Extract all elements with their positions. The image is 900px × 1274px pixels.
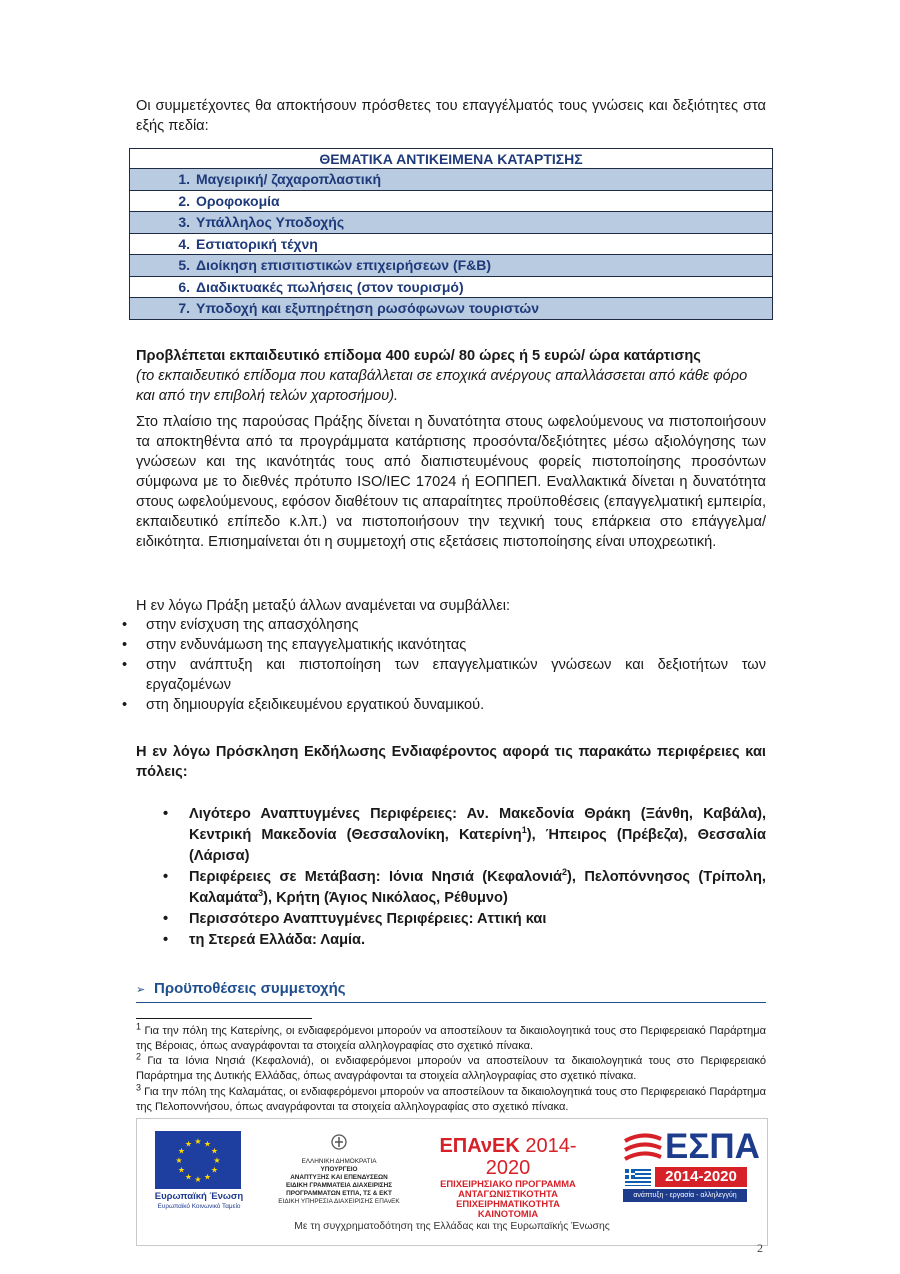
list-item: • Λιγότερο Αναπτυγμένες Περιφέρειες: Αν. Μακεδονία Θράκη (Ξάνθη, Καβάλα), Κεντρική Μακεδονία (Θεσσαλονίκη, Κατερίνη$^1$), Ήπειρος (Πρέβεζα), Θεσσαλία (Λάρισα) [163,804,766,867]
section-divider [136,1002,766,1003]
svg-text:★: ★ [203,1139,212,1149]
row-number: 3. [178,214,190,231]
footnote-ref[interactable]: 2 [562,867,568,878]
funding-banner [136,1118,768,1246]
eu-fund: Ευρωπαϊκό Κοινωνικό Ταμείο [157,1203,241,1210]
row-label: Υποδοχή και εξυπηρέτηση ρωσόφωνων τουριστών [196,300,539,317]
epanek-logo: ΕΠΑνΕΚ 2014-2020 ΕΠΙΧΕΙΡΗΣΙΑΚΟ ΠΡΟΓΡΑΜΜΑ ΑΝΤΑΓΩΝΙΣΤΙΚΟΤΗΤΑ ΕΠΙΧΕΙΡΗΜΑΤΙΚΟΤΗΤΑ ΚΑΙΝΟΤΟΜΙΑ [439,1135,577,1219]
svg-text:★: ★ [184,1139,193,1149]
row-number: 5. [178,257,190,274]
footnote: $^3$ Για την πόλη της Καλαμάτας, οι ενδιαφερόμενοι μπορούν να αποστείλουν τα δικαιολογητικά τους στο Περιφερειακό Παράρτημα της Πελοποννήσου, όπως αναγράφονται τα στοιχεία αλληλογραφίας στο σχετικό πίνακα. [136,1082,766,1113]
svg-text:★: ★ [175,1156,183,1165]
table-row [130,255,773,277]
table-row [130,298,773,320]
footnote-ref[interactable]: 3 [258,888,264,899]
row-number: 4. [178,235,190,252]
row-number: 1. [178,171,190,188]
training-topics-table [129,148,773,320]
grant-note: (το εκπαιδευτικό επίδομα που καταβάλλεται σε εποχικά ανέργους απαλλάσσεται από κάθε φόρο και από την επιβολή τελών χαρτοσήμου). [136,368,748,404]
svg-text:★: ★ [194,1175,202,1184]
greek-flag-icon [625,1169,651,1186]
list-item: • στη δημιουργία εξειδικευμένου εργατικού δυναμικού. [120,695,766,715]
page-number: 2 [757,1241,763,1255]
svg-text:★: ★ [177,1146,186,1156]
row-label: Διοίκηση επισιτιστικών επιχειρήσεων (F&B) [196,257,492,274]
espa-waves-icon [621,1133,663,1167]
table-row [130,190,773,212]
row-number: 2. [178,192,190,209]
row-label: Οροφοκομία [196,192,280,209]
list-item: • Περιφέρειες σε Μετάβαση: Ιόνια Νησιά (Κεφαλονιά$^2$), Πελοπόννησος (Τρίπολη, Καλαμάτα$^3$), Κρήτη (Άγιος Νικόλαος, Ρέθυμνο) [163,867,766,909]
regions-list [163,804,766,951]
svg-text:★: ★ [210,1165,219,1175]
row-number: 7. [178,300,190,317]
table-header: ΘΕΜΑΤΙΚΑ ΑΝΤΙΚΕΙΜΕΝΑ ΚΑΤΑΡΤΙΣΗΣ [130,149,773,169]
list-item: • τη Στερεά Ελλάδα: Λαμία. [163,930,766,951]
table-row [130,169,773,191]
espa-logo: ΕΣΠΑ 2014-2020 ανάπτυξη - εργασία - αλληλεγγύη [621,1127,749,1203]
eu-flag-icon [155,1131,241,1189]
svg-text:★: ★ [184,1172,193,1182]
greek-emblem-icon [331,1133,347,1151]
contribution-list [120,615,766,715]
row-label: Εστιατορική τέχνη [196,235,318,252]
table-row [130,233,773,255]
table-row [130,212,773,234]
table-row [130,276,773,298]
list-item: • στην ενδυνάμωση της επαγγελματικής ικανότητας [120,635,766,655]
intro-paragraph: Οι συμμετέχοντες θα αποκτήσουν πρόσθετες του επαγγέλματός τους γνώσεις και δεξιότητες στα εξής πεδία: [136,98,766,134]
cofunding-caption: Με τη συγχρηματοδότηση της Ελλάδας και της Ευρωπαϊκής Ένωσης [294,1221,610,1232]
row-number: 6. [178,278,190,295]
footnote: $^1$ Για την πόλη της Κατερίνης, οι ενδιαφερόμενοι μπορούν να αποστείλουν τα δικαιολογητικά τους στο Περιφερειακό Παράρτημα της Βέροιας, όπως αναγράφονται τα στοιχεία αλληλογραφίας στο σχετικό πίνακα. [136,1021,766,1052]
svg-text:★: ★ [210,1146,219,1156]
svg-text:★: ★ [213,1156,221,1165]
row-label: Υπάλληλος Υποδοχής [196,214,345,231]
eu-name: Ευρωπαϊκή Ένωση [154,1191,244,1202]
certification-paragraph: Στο πλαίσιο της παρούσας Πράξης δίνεται η δυνατότητα στους ωφελούμενους να πιστοποιήσουν τα αποκτηθέντα από τα προγράμματα κατάρτισης προσόντα/δεξιότητες μέσω αξιολόγησης των γνώσεων και της ικανότητάς τους από διαπιστευμένους φορείς πιστοποίησης προσόντων σύμφωνα με το διεθνές πρότυπο ISO/IEC 17024 ή ΕΟΠΠΕΠ. Εναλλακτικά δίνεται η δυνατότητα στους ωφελούμενους, εφόσον διαθέτουν τις απαραίτητες προϋποθέσεις (επαγγελματική εμπειρία, εκπαιδευτικό επίπεδο κ.λπ.) να πιστοποιήσουν την τεχνική τους επάρκεια στο επάγγελμα/ειδικότητα. Επισημαίνεται ότι η συμμετοχή στις εξετάσεις πιστοποίησης είναι υποχρεωτική. [136,414,766,550]
footnote: $^2$ Για τα Ιόνια Νησιά (Κεφαλονιά), οι ενδιαφερόμενοι μπορούν να αποστείλουν τα δικαιολογητικά τους στο Περιφερειακό Παράρτημα της Δυτικής Ελλάδας, όπως αναγράφονται τα στοιχεία αλληλογραφίας στο σχετικό πίνακα. [136,1051,766,1082]
section-heading: ➢ Προϋποθέσεις συμμετοχής [136,980,346,997]
list-item: • στην ανάπτυξη και πιστοποίηση των επαγγελματικών γνώσεων και δεξιοτήτων των εργαζομένων [120,655,766,695]
row-label: Διαδικτυακές πωλήσεις (στον τουρισμό) [196,278,464,295]
row-label: Μαγειρική/ ζαχαροπλαστική [196,171,382,188]
footnote-ref[interactable]: 1 [521,825,527,836]
ministry-logo: ΕΛΛΗΝΙΚΗ ΔΗΜΟΚΡΑΤΙΑ ΥΠΟΥΡΓΕΙΟ ΑΝΑΠΤΥΞΗΣ ΚΑΙ ΕΠΕΝΔΥΣΕΩΝ ΕΙΔΙΚΗ ΓΡΑΜΜΑΤΕΙΑ ΔΙΑΧΕΙΡΙΣΗΣ ΠΡΟΓΡΑΜΜΑΤΩΝ ΕΤΠΑ, ΤΣ & ΕΚΤ ΕΙΔΙΚΗ ΥΠΗΡΕΣΙΑ ΔΙΑΧΕΙΡΙΣΗΣ ΕΠΑνΕΚ [275,1133,403,1206]
table-header-row [130,149,773,169]
svg-text:★: ★ [177,1165,186,1175]
svg-text:★: ★ [203,1172,212,1182]
arrow-icon: ➢ [136,984,146,996]
list-item: • Περισσότερο Αναπτυγμένες Περιφέρειες: Αττική και [163,909,766,930]
contribution-title: Η εν λόγω Πράξη μεταξύ άλλων αναμένεται να συμβάλλει: [136,598,511,614]
grant-statement: Προβλέπεται εκπαιδευτικό επίδομα 400 ευρώ/ 80 ώρες ή 5 ευρώ/ ώρα κατάρτισης [136,348,701,364]
regions-title: Η εν λόγω Πρόσκληση Εκδήλωσης Ενδιαφέροντος αφορά τις παρακάτω περιφέρειες και πόλεις: [136,744,766,780]
svg-text:★: ★ [194,1137,202,1146]
footnote-divider [136,1018,312,1019]
list-item: • στην ενίσχυση της απασχόλησης [120,615,766,635]
